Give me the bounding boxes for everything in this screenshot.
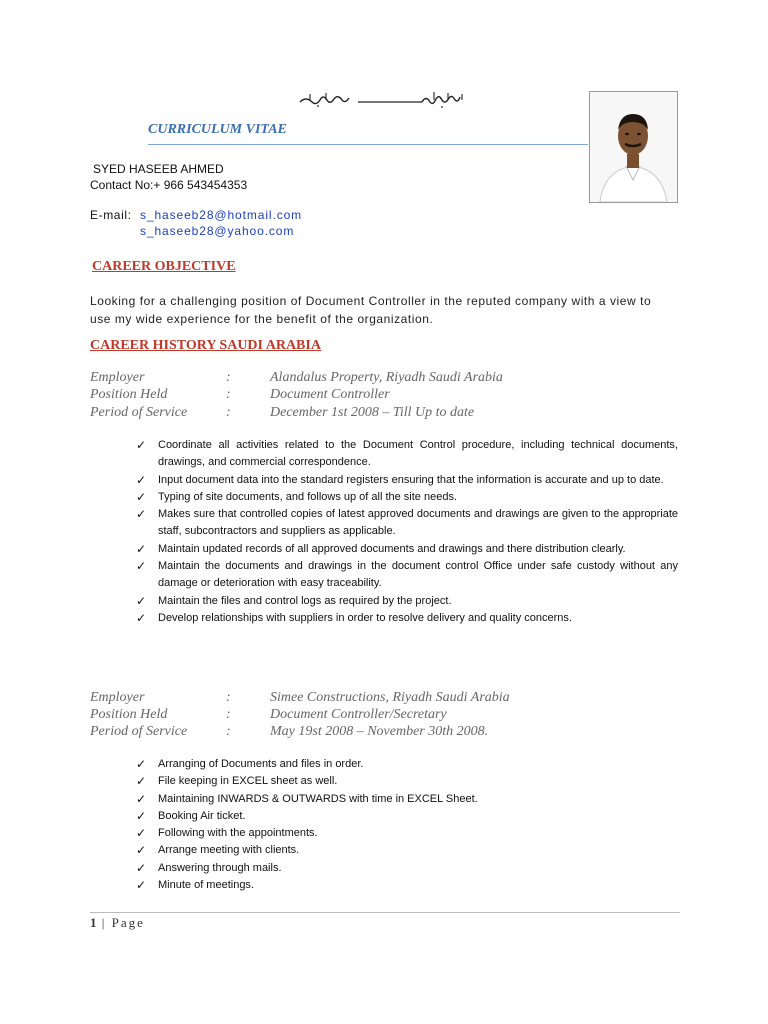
profile-photo — [589, 91, 678, 203]
contact-number: Contact No:+ 966 543454353 — [90, 178, 248, 192]
candidate-name: SYED HASEEB AHMED — [93, 162, 224, 176]
check-icon: ✓ — [136, 489, 147, 504]
colon: : — [226, 707, 231, 722]
duties-list-job-2 — [136, 756, 678, 894]
check-icon: ✓ — [136, 774, 147, 789]
check-icon: ✓ — [136, 541, 147, 556]
period-label: Period of Service — [90, 405, 188, 420]
title-divider — [148, 144, 588, 145]
duties-list-job-1 — [136, 437, 678, 627]
check-icon: ✓ — [136, 826, 147, 841]
list-item: ✓ Maintain the documents and drawings in the document control Office under safe custody without any damage or deterioration with easy traceability. — [136, 559, 678, 590]
check-icon: ✓ — [136, 610, 147, 625]
page-number: 1 — [90, 915, 97, 930]
position-value: Document Controller/Secretary — [270, 707, 447, 722]
period-value: December 1st 2008 – Till Up to date — [270, 405, 475, 420]
position-value: Document Controller — [270, 387, 390, 402]
period-label: Period of Service — [90, 724, 188, 739]
cv-title: CURRICULUM VITAE — [148, 122, 287, 137]
page-separator: | — [96, 915, 112, 930]
check-icon: ✓ — [136, 757, 147, 771]
colon: : — [226, 405, 231, 420]
check-icon: ✓ — [136, 843, 147, 858]
list-item: ✓ Makes sure that controlled copies of latest approved documents and drawings are given to the appropriate staff, subcontractors and suppliers as applicable. — [136, 507, 678, 538]
list-item: ✓ Maintain updated records of all approved documents and drawings and there distribution clearly. — [136, 541, 626, 556]
colon: : — [226, 690, 231, 705]
footer-divider — [90, 912, 680, 913]
list-item: ✓ Arranging of Documents and files in order. — [136, 757, 364, 771]
period-value: May 19st 2008 – November 30th 2008. — [270, 724, 489, 739]
email-label: E-mail: — [90, 208, 132, 222]
list-item: ✓ Arrange meeting with clients. — [136, 843, 300, 858]
colon: : — [226, 370, 231, 385]
list-item: ✓ Booking Air ticket. — [136, 808, 246, 823]
check-icon: ✓ — [136, 438, 147, 452]
check-icon: ✓ — [136, 860, 147, 875]
employer-value: Alandalus Property, Riyadh Saudi Arabia — [270, 370, 503, 385]
page-label: Page — [111, 915, 145, 930]
check-icon: ✓ — [136, 507, 147, 522]
bismillah-calligraphy — [296, 88, 472, 112]
page-footer — [90, 915, 145, 931]
career-objective-heading: CAREER OBJECTIVE — [92, 259, 236, 274]
list-item: ✓ Maintaining INWARDS & OUTWARDS with time in EXCEL Sheet. — [136, 791, 478, 806]
position-label: Position Held — [90, 387, 168, 402]
colon: : — [226, 387, 231, 402]
list-item: ✓ Maintain the files and control logs as required by the project. — [136, 593, 452, 608]
check-icon: ✓ — [136, 791, 147, 806]
email-link-yahoo[interactable]: s_haseeb28@yahoo.com — [140, 224, 295, 238]
check-icon: ✓ — [136, 593, 147, 608]
list-item: ✓ Input document data into the standard registers ensuring that the information is accurate and up to date. — [136, 472, 664, 487]
list-item: ✓ Minute of meetings. — [136, 878, 254, 893]
list-item: ✓ Following with the appointments. — [136, 826, 318, 841]
employer-label: Employer — [90, 690, 145, 705]
list-item: ✓ Typing of site documents, and follows up of all the site needs. — [136, 489, 458, 504]
employer-value: Simee Constructions, Riyadh Saudi Arabia — [270, 690, 510, 705]
list-item: ✓ Develop relationships with suppliers in order to resolve delivery and quality concerns. — [136, 610, 572, 625]
list-item: ✓ File keeping in EXCEL sheet as well. — [136, 774, 338, 789]
career-objective-text: Looking for a challenging position of Document Controller in the reputed company with a view to use my wide experience for the benefit of the organization. — [90, 294, 652, 326]
check-icon: ✓ — [136, 808, 147, 823]
check-icon: ✓ — [136, 472, 147, 487]
email-link-hotmail[interactable]: s_haseeb28@hotmail.com — [140, 208, 303, 222]
employer-label: Employer — [90, 370, 145, 385]
career-history-heading: CAREER HISTORY SAUDI ARABIA — [90, 338, 321, 353]
check-icon: ✓ — [136, 878, 147, 893]
check-icon: ✓ — [136, 559, 147, 574]
colon: : — [226, 724, 231, 739]
list-item: ✓ Coordinate all activities related to the Document Control procedure, including technical documents, drawings, and commercial correspondence. — [136, 438, 678, 469]
list-item: ✓ Answering through mails. — [136, 860, 282, 875]
position-label: Position Held — [90, 707, 168, 722]
